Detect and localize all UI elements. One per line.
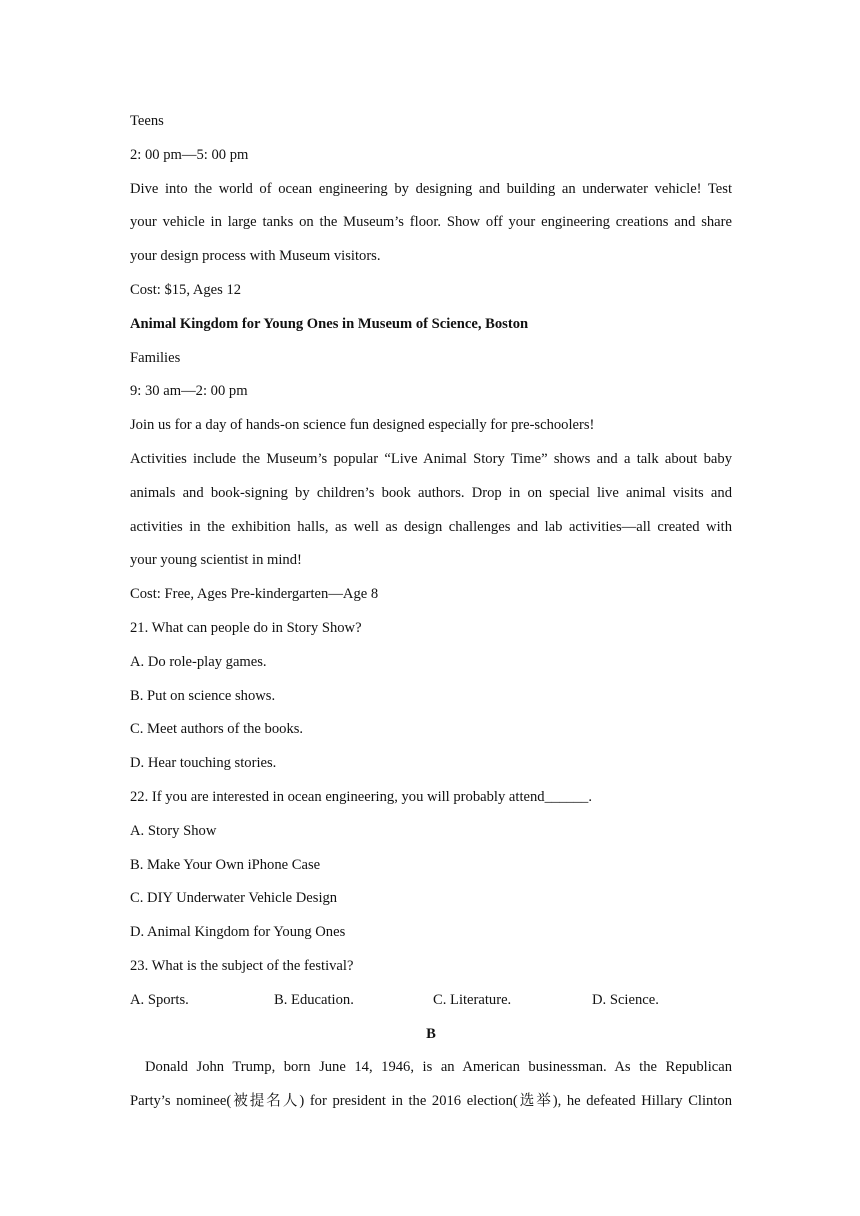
answer-option: D. Animal Kingdom for Young Ones	[130, 924, 346, 941]
question-22: 22. If you are interested in ocean engineering, you will probably attend______.	[130, 788, 592, 805]
document-body	[130, 105, 732, 1119]
event-description-line: your young scientist in mind!	[130, 552, 302, 569]
event-time: 9: 30 am—2: 00 pm	[130, 383, 248, 400]
answer-option: D. Hear touching stories.	[130, 755, 277, 772]
answer-option: C. Meet authors of the books.	[130, 721, 304, 738]
event-cost: Cost: $15, Ages 12	[130, 281, 242, 298]
audience-label: Families	[130, 349, 181, 366]
event-description-line: your design process with Museum visitors.	[130, 248, 381, 265]
question-21: 21. What can people do in Story Show?	[130, 619, 362, 636]
answer-option: B. Put on science shows.	[130, 687, 276, 704]
event-description-line: animals and book-signing by children’s book authors. Drop in on special live animal visits and	[130, 484, 732, 501]
event-time: 2: 00 pm—5: 00 pm	[130, 146, 249, 163]
passage-line: Party’s nominee(被提名人) for president in the 2016 election(选举), he defeated Hillary Clinton	[130, 1093, 732, 1110]
question-23-options	[130, 984, 732, 1018]
answer-option: A. Story Show	[130, 822, 217, 839]
event-description-line: Dive into the world of ocean engineering by designing and building an underwater vehicle! Test	[130, 180, 732, 197]
answer-option: A. Do role-play games.	[130, 653, 267, 670]
answer-option: B. Education.	[274, 991, 354, 1008]
event-description-line: Activities include the Museum’s popular “Live Animal Story Time” shows and a talk about baby	[130, 450, 732, 467]
event-title: Animal Kingdom for Young Ones in Museum of Science, Boston	[130, 315, 529, 332]
event-description-line: your vehicle in large tanks on the Museum’s floor. Show off your engineering creations and share	[130, 214, 732, 231]
passage-line: Donald John Trump, born June 14, 1946, is an American businessman. As the Republican	[145, 1059, 732, 1076]
section-heading: B	[426, 1025, 436, 1042]
answer-option: B. Make Your Own iPhone Case	[130, 856, 321, 873]
event-cost: Cost: Free, Ages Pre-kindergarten—Age 8	[130, 586, 379, 603]
audience-label: Teens	[130, 113, 164, 129]
answer-option: C. DIY Underwater Vehicle Design	[130, 890, 338, 907]
answer-option: D. Science.	[592, 991, 659, 1008]
event-description-line: activities in the exhibition halls, as well as design challenges and lab activities—all created with	[130, 518, 732, 535]
answer-option: C. Literature.	[433, 991, 512, 1008]
event-description-line: Join us for a day of hands-on science fun designed especially for pre-schoolers!	[130, 417, 595, 434]
question-23: 23. What is the subject of the festival?	[130, 957, 354, 974]
answer-option: A. Sports.	[130, 991, 189, 1008]
